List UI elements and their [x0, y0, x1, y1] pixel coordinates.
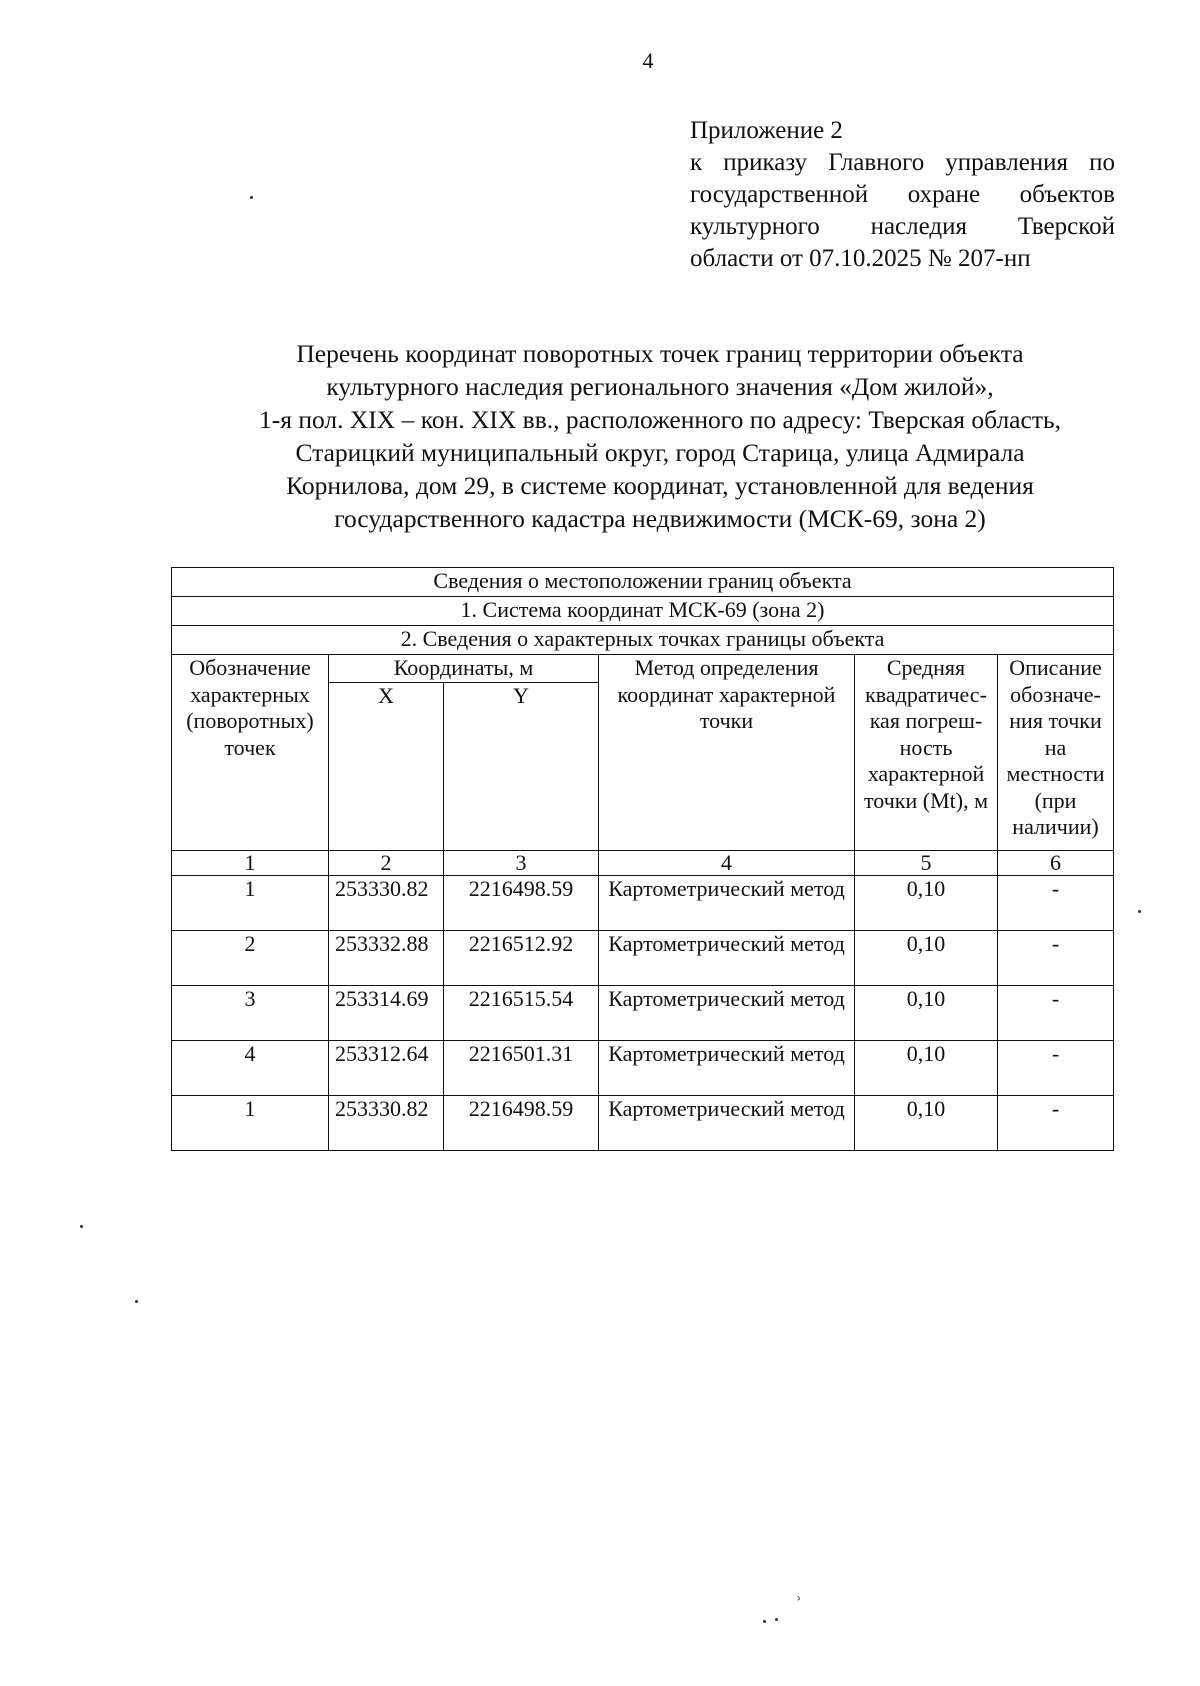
cell-error: 0,10: [855, 1040, 998, 1095]
page-number: 4: [642, 48, 654, 73]
table-row: [172, 985, 1114, 1040]
title-line: Перечень координат поворотных точек границ территории объекта: [296, 339, 1024, 368]
cell-point: 1: [172, 1095, 329, 1150]
section-title-points: 2. Сведения о характерных точках границы объекта: [172, 626, 1114, 655]
cell-description: -: [998, 1095, 1114, 1150]
cell-method: Картометрический метод: [599, 1095, 855, 1150]
header-method: Метод определения координат характерной точки: [599, 655, 855, 851]
cell-x: 253330.82: [329, 1095, 444, 1150]
appendix-line: к приказу Главного управления по: [690, 149, 1115, 176]
title-line: Старицкий муниципальный округ, город Старица, улица Адмирала: [295, 438, 1025, 467]
cell-method: Картометрический метод: [599, 1040, 855, 1095]
scan-speck: [763, 1620, 766, 1623]
scan-speck: [775, 1618, 778, 1621]
cell-description: -: [998, 1040, 1114, 1095]
header-x: X: [329, 682, 444, 850]
cell-description: -: [998, 875, 1114, 930]
cell-method: Картометрический метод: [599, 875, 855, 930]
cell-point: 2: [172, 930, 329, 985]
cell-description: -: [998, 930, 1114, 985]
table-row: [172, 930, 1114, 985]
section-title-coordinate-system: 1. Система координат МСК-69 (зона 2): [172, 597, 1114, 626]
cell-error: 0,10: [855, 1095, 998, 1150]
cell-error: 0,10: [855, 875, 998, 930]
document-title: [160, 337, 1160, 535]
column-number: 1: [172, 850, 329, 875]
header-description: Описание обозначе-ния точки на местности (при наличии): [998, 655, 1114, 851]
title-line: государственного кадастра недвижимости (МСК-69, зона 2): [334, 504, 986, 533]
header-point: Обозначение характерных (поворотных) точек: [172, 655, 329, 851]
cell-point: 3: [172, 985, 329, 1040]
column-number: 6: [998, 850, 1114, 875]
column-number: 4: [599, 850, 855, 875]
cell-y: 2216498.59: [444, 875, 599, 930]
header-y: Y: [444, 682, 599, 850]
cell-point: 4: [172, 1040, 329, 1095]
cell-x: 253330.82: [329, 875, 444, 930]
column-number: 3: [444, 850, 599, 875]
appendix-line: культурного наследия Тверской: [690, 213, 1115, 240]
table-row: [172, 1040, 1114, 1095]
table-section-row: [172, 626, 1114, 655]
cell-y: 2216498.59: [444, 1095, 599, 1150]
column-number: 2: [329, 850, 444, 875]
section-title-location: Сведения о местоположении границ объекта: [172, 568, 1114, 597]
cell-y: 2216501.31: [444, 1040, 599, 1095]
cell-point: 1: [172, 875, 329, 930]
cell-description: -: [998, 985, 1114, 1040]
table-section-row: [172, 597, 1114, 626]
appendix-line: Приложение 2: [690, 117, 843, 144]
scan-speck: [1138, 910, 1141, 913]
title-line: Корнилова, дом 29, в системе координат, установленной для ведения: [286, 471, 1034, 500]
scan-speck: [135, 1300, 138, 1303]
scan-speck: [250, 196, 253, 199]
title-line: культурного наследия регионального значения «Дом жилой»,: [326, 372, 994, 401]
cell-x: 253314.69: [329, 985, 444, 1040]
cell-error: 0,10: [855, 930, 998, 985]
column-numbers-row: [172, 850, 1114, 875]
appendix-block: [690, 115, 1115, 275]
appendix-line: области от 07.10.2025 № 207-нп: [690, 245, 1031, 272]
cell-x: 253312.64: [329, 1040, 444, 1095]
column-number: 5: [855, 850, 998, 875]
title-line: 1-я пол. XIX – кон. XIX вв., расположенного по адресу: Тверская область,: [259, 405, 1061, 434]
header-error: Средняя квадратичес-кая погреш-ность характерной точки (Mt), м: [855, 655, 998, 851]
table-header-row: [172, 655, 1114, 683]
cell-method: Картометрический метод: [599, 930, 855, 985]
cell-y: 2216515.54: [444, 985, 599, 1040]
table-row: [172, 1095, 1114, 1150]
header-coordinates: Координаты, м: [329, 655, 599, 683]
appendix-line: государственной охране объектов: [690, 181, 1115, 208]
cell-error: 0,10: [855, 985, 998, 1040]
cell-y: 2216512.92: [444, 930, 599, 985]
cell-x: 253332.88: [329, 930, 444, 985]
table-section-row: [172, 568, 1114, 597]
coordinates-table: [171, 567, 1114, 1151]
cell-method: Картометрический метод: [599, 985, 855, 1040]
scan-speck: [80, 1225, 83, 1228]
table-row: [172, 875, 1114, 930]
scan-mark: ʾ: [795, 1592, 803, 1617]
